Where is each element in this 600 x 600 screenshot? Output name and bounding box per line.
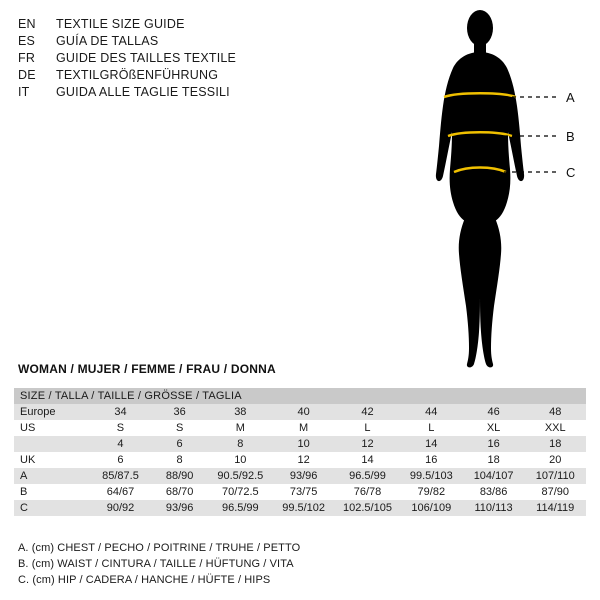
marker-label-b: B [566, 129, 575, 144]
cell: 40 [272, 404, 335, 420]
cell: 16 [400, 452, 463, 468]
woman-silhouette-figure [380, 6, 595, 376]
cell: 14 [335, 452, 400, 468]
language-text-fr: GUIDE DES TAILLES TEXTILE [56, 51, 237, 65]
language-row-es [18, 33, 348, 50]
cell: 110/113 [463, 500, 525, 516]
language-row-en [18, 16, 348, 33]
cell: 12 [335, 436, 400, 452]
language-code-es: ES [18, 34, 36, 48]
cell: 68/70 [151, 484, 209, 500]
cell: 16 [463, 436, 525, 452]
note-chest: A. (cm) CHEST / PECHO / POITRINE / TRUHE / PETTO [18, 542, 301, 554]
cell: 99.5/102 [272, 500, 335, 516]
cell: 12 [272, 452, 335, 468]
cell: 34 [90, 404, 151, 420]
language-row-it [18, 84, 348, 101]
section-title: WOMAN / MUJER / FEMME / FRAU / DONNA [18, 362, 276, 376]
cell: 48 [524, 404, 586, 420]
cell: 107/110 [524, 468, 586, 484]
row-label [14, 436, 90, 452]
cell: 96.5/99 [335, 468, 400, 484]
cell: 8 [151, 452, 209, 468]
language-text-it: GUIDA ALLE TAGLIE TESSILI [56, 85, 230, 99]
cell: 93/96 [272, 468, 335, 484]
cell: 14 [400, 436, 463, 452]
row-label: B [14, 484, 90, 500]
cell: 18 [463, 452, 525, 468]
cell: 70/72.5 [208, 484, 272, 500]
cell: 96.5/99 [208, 500, 272, 516]
cell: 102.5/105 [335, 500, 400, 516]
language-code-en: EN [18, 17, 36, 31]
language-code-it: IT [18, 85, 30, 99]
table-row [14, 404, 586, 420]
table-row [14, 468, 586, 484]
cell: L [335, 420, 400, 436]
size-table [14, 388, 586, 516]
cell: 46 [463, 404, 525, 420]
measurement-notes [18, 540, 578, 588]
table-row [14, 484, 586, 500]
table-row [14, 420, 586, 436]
cell: 83/86 [463, 484, 525, 500]
table-header-label: SIZE / TALLA / TAILLE / GRÖSSE / TAGLIA [14, 388, 586, 404]
cell: 93/96 [151, 500, 209, 516]
marker-label-a: A [566, 90, 575, 105]
table-row [14, 452, 586, 468]
note-hip: C. (cm) HIP / CADERA / HANCHE / HÜFTE / HIPS [18, 574, 271, 586]
cell: S [90, 420, 151, 436]
language-code-de: DE [18, 68, 36, 82]
cell: 10 [208, 452, 272, 468]
row-label: C [14, 500, 90, 516]
table-row [14, 500, 586, 516]
cell: 20 [524, 452, 586, 468]
cell: 106/109 [400, 500, 463, 516]
language-code-fr: FR [18, 51, 36, 65]
cell: 4 [90, 436, 151, 452]
language-title-block [18, 16, 348, 101]
cell: 87/90 [524, 484, 586, 500]
cell: L [400, 420, 463, 436]
language-row-fr [18, 50, 348, 67]
language-row-de [18, 67, 348, 84]
note-waist: B. (cm) WAIST / CINTURA / TAILLE / HÜFTUNG / VITA [18, 558, 294, 570]
row-label: Europe [14, 404, 90, 420]
cell: 73/75 [272, 484, 335, 500]
cell: 6 [151, 436, 209, 452]
marker-label-c: C [566, 165, 576, 180]
cell: 88/90 [151, 468, 209, 484]
language-text-es: GUÍA DE TALLAS [56, 34, 159, 48]
cell: M [272, 420, 335, 436]
cell: 64/67 [90, 484, 151, 500]
cell: 79/82 [400, 484, 463, 500]
cell: 10 [272, 436, 335, 452]
cell: S [151, 420, 209, 436]
row-label: UK [14, 452, 90, 468]
cell: 36 [151, 404, 209, 420]
cell: XL [463, 420, 525, 436]
language-text-en: TEXTILE SIZE GUIDE [56, 17, 185, 31]
row-label: US [14, 420, 90, 436]
cell: 90/92 [90, 500, 151, 516]
table-row [14, 436, 586, 452]
size-table-wrapper [14, 388, 586, 516]
cell: M [208, 420, 272, 436]
cell: XXL [524, 420, 586, 436]
cell: 90.5/92.5 [208, 468, 272, 484]
cell: 114/119 [524, 500, 586, 516]
cell: 85/87.5 [90, 468, 151, 484]
language-text-de: TEXTILGRÖßENFÜHRUNG [56, 68, 219, 82]
cell: 76/78 [335, 484, 400, 500]
row-label: A [14, 468, 90, 484]
cell: 38 [208, 404, 272, 420]
table-header-row [14, 388, 586, 404]
cell: 6 [90, 452, 151, 468]
cell: 42 [335, 404, 400, 420]
cell: 99.5/103 [400, 468, 463, 484]
cell: 8 [208, 436, 272, 452]
cell: 18 [524, 436, 586, 452]
cell: 44 [400, 404, 463, 420]
cell: 104/107 [463, 468, 525, 484]
woman-body-icon [436, 10, 524, 367]
